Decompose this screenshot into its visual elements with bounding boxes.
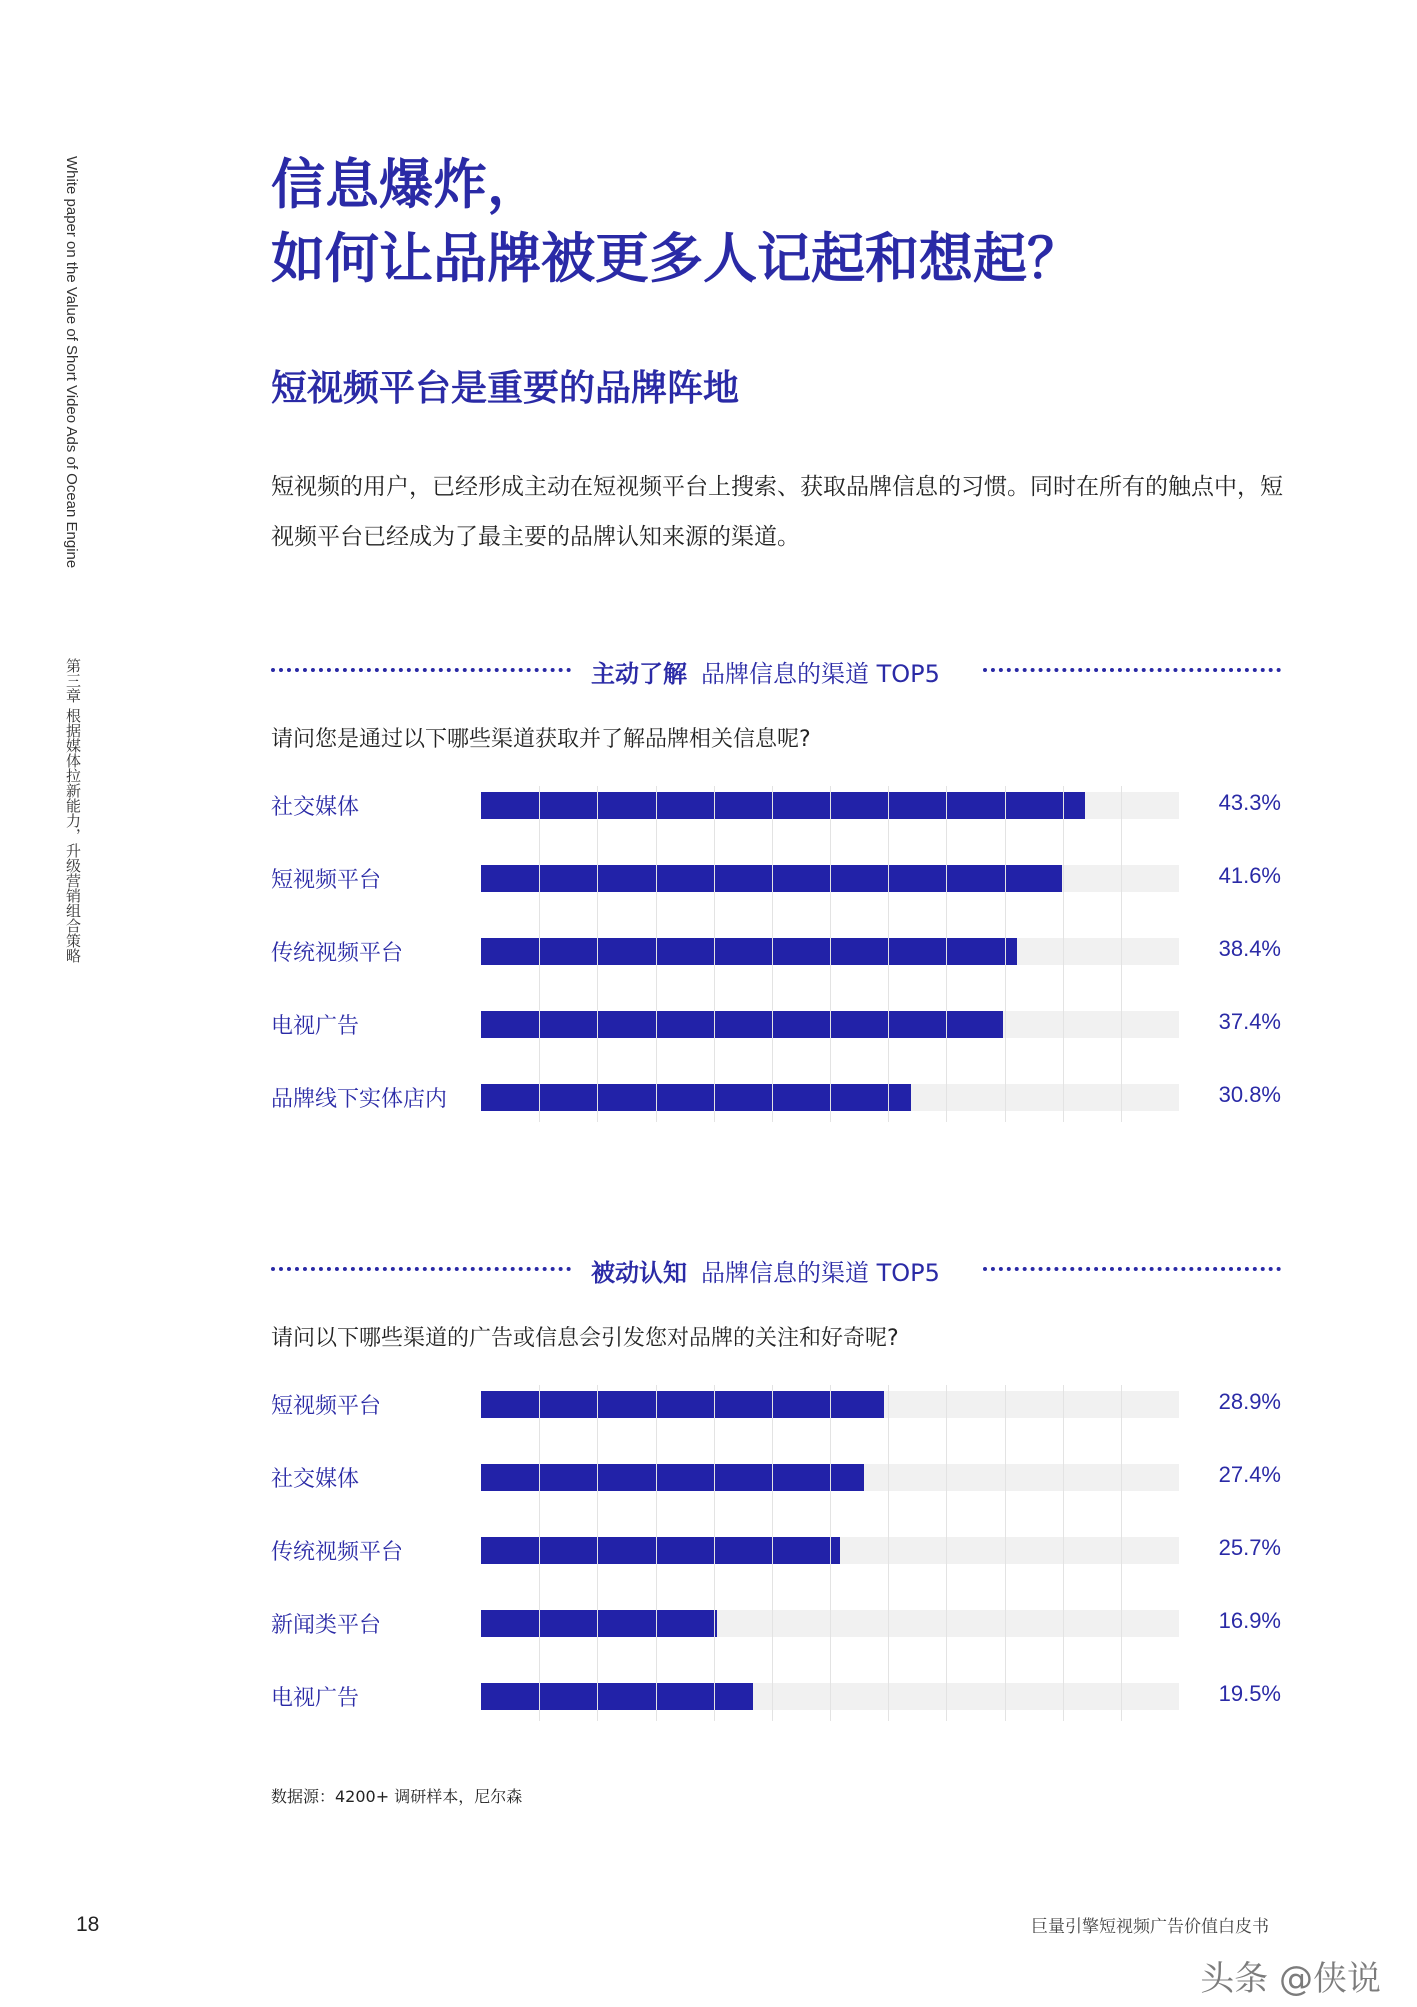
footer-book-title: 巨量引擎短视频广告价值白皮书: [1031, 1917, 1269, 1937]
bar-row: [271, 1078, 1281, 1151]
bar-row: [271, 786, 1281, 859]
bar-track: [481, 1011, 1179, 1038]
chart-title: [591, 654, 940, 689]
dotted-divider-right: [983, 1267, 1281, 1271]
bar-track: [481, 1464, 1179, 1491]
chart-rows: [271, 1385, 1281, 1750]
bar-value-label: 16.9%: [1218, 1608, 1281, 1633]
watermark: 头条 @侠说: [1200, 1959, 1381, 1999]
bar-track: [481, 1391, 1179, 1418]
bar-track: [481, 1084, 1179, 1111]
bar-track: [481, 938, 1179, 965]
dotted-divider-left: [271, 668, 571, 672]
bar-value-label: 28.9%: [1218, 1389, 1281, 1414]
bar-row: [271, 1385, 1281, 1458]
bar: [481, 1391, 884, 1418]
chart-question: 请问您是通过以下哪些渠道获取并了解品牌相关信息呢?: [271, 727, 811, 752]
bar-value-label: 38.4%: [1218, 936, 1281, 961]
bar-track: [481, 1537, 1179, 1564]
bar-row: [271, 1677, 1281, 1750]
chart-active-awareness: [271, 654, 1281, 1114]
bar: [481, 792, 1085, 819]
sidebar-english-title: White paper on the Value of Short Video Ads of Ocean Engine: [63, 156, 80, 569]
bar: [481, 1537, 840, 1564]
bar: [481, 1464, 864, 1491]
chart-header: [271, 654, 1281, 688]
bar-label: 短视频平台: [271, 1394, 382, 1419]
bar: [481, 1011, 1003, 1038]
bar-row: [271, 1604, 1281, 1677]
bar-label: 传统视频平台: [271, 941, 404, 966]
bar-row: [271, 1458, 1281, 1531]
page-title-line1: 信息爆炸，: [271, 153, 541, 216]
page-number: 18: [76, 1913, 100, 1936]
bar-value-label: 43.3%: [1218, 790, 1281, 815]
bar-track: [481, 1610, 1179, 1637]
bar-track: [481, 1683, 1179, 1710]
bar-value-label: 30.8%: [1218, 1082, 1281, 1107]
section-subtitle: 短视频平台是重要的品牌阵地: [271, 368, 740, 409]
bar: [481, 938, 1017, 965]
bar-row: [271, 1531, 1281, 1604]
sidebar-chapter-title: 第三章 根据媒体拉新能力，升级营销组合策略: [64, 658, 82, 963]
page-title-line2: 如何让品牌被更多人记起和想起？: [271, 227, 1081, 290]
bar-row: [271, 1005, 1281, 1078]
chart-title-text: 品牌信息的渠道 TOP5: [701, 1259, 940, 1287]
bar: [481, 1683, 753, 1710]
bar-track: [481, 792, 1179, 819]
chart-passive-awareness: [271, 1253, 1281, 1713]
bar-value-label: 37.4%: [1218, 1009, 1281, 1034]
bar: [481, 1084, 911, 1111]
bar-label: 短视频平台: [271, 868, 382, 893]
bar-row: [271, 859, 1281, 932]
bar-track: [481, 865, 1179, 892]
chart-question: 请问以下哪些渠道的广告或信息会引发您对品牌的关注和好奇呢?: [271, 1326, 899, 1351]
bar-value-label: 25.7%: [1218, 1535, 1281, 1560]
intro-paragraph: 短视频的用户，已经形成主动在短视频平台上搜索、获取品牌信息的习惯。同时在所有的触点中，短视频平台已经成为了最主要的品牌认知来源的渠道。: [271, 474, 1283, 550]
dotted-divider-right: [983, 668, 1281, 672]
bar-value-label: 41.6%: [1218, 863, 1281, 888]
bar-label: 社交媒体: [271, 795, 360, 820]
bar-label: 电视广告: [271, 1686, 360, 1711]
bar-label: 品牌线下实体店内: [271, 1087, 448, 1112]
chart-header: [271, 1253, 1281, 1287]
chart-title-strong: 被动认知: [591, 1259, 687, 1287]
chart-title: [591, 1253, 940, 1288]
bar-label: 电视广告: [271, 1014, 360, 1039]
bar: [481, 1610, 717, 1637]
bar-value-label: 27.4%: [1218, 1462, 1281, 1487]
page-title: [271, 148, 1081, 296]
bar-row: [271, 932, 1281, 1005]
chart-title-text: 品牌信息的渠道 TOP5: [701, 660, 940, 688]
bar-label: 社交媒体: [271, 1467, 360, 1492]
bar-label: 传统视频平台: [271, 1540, 404, 1565]
bar-value-label: 19.5%: [1218, 1681, 1281, 1706]
bar: [481, 865, 1062, 892]
chart-rows: [271, 786, 1281, 1151]
data-source-note: 数据源：4200+ 调研样本，尼尔森: [271, 1787, 523, 1806]
bar-label: 新闻类平台: [271, 1613, 382, 1638]
chart-title-strong: 主动了解: [591, 660, 687, 688]
dotted-divider-left: [271, 1267, 571, 1271]
